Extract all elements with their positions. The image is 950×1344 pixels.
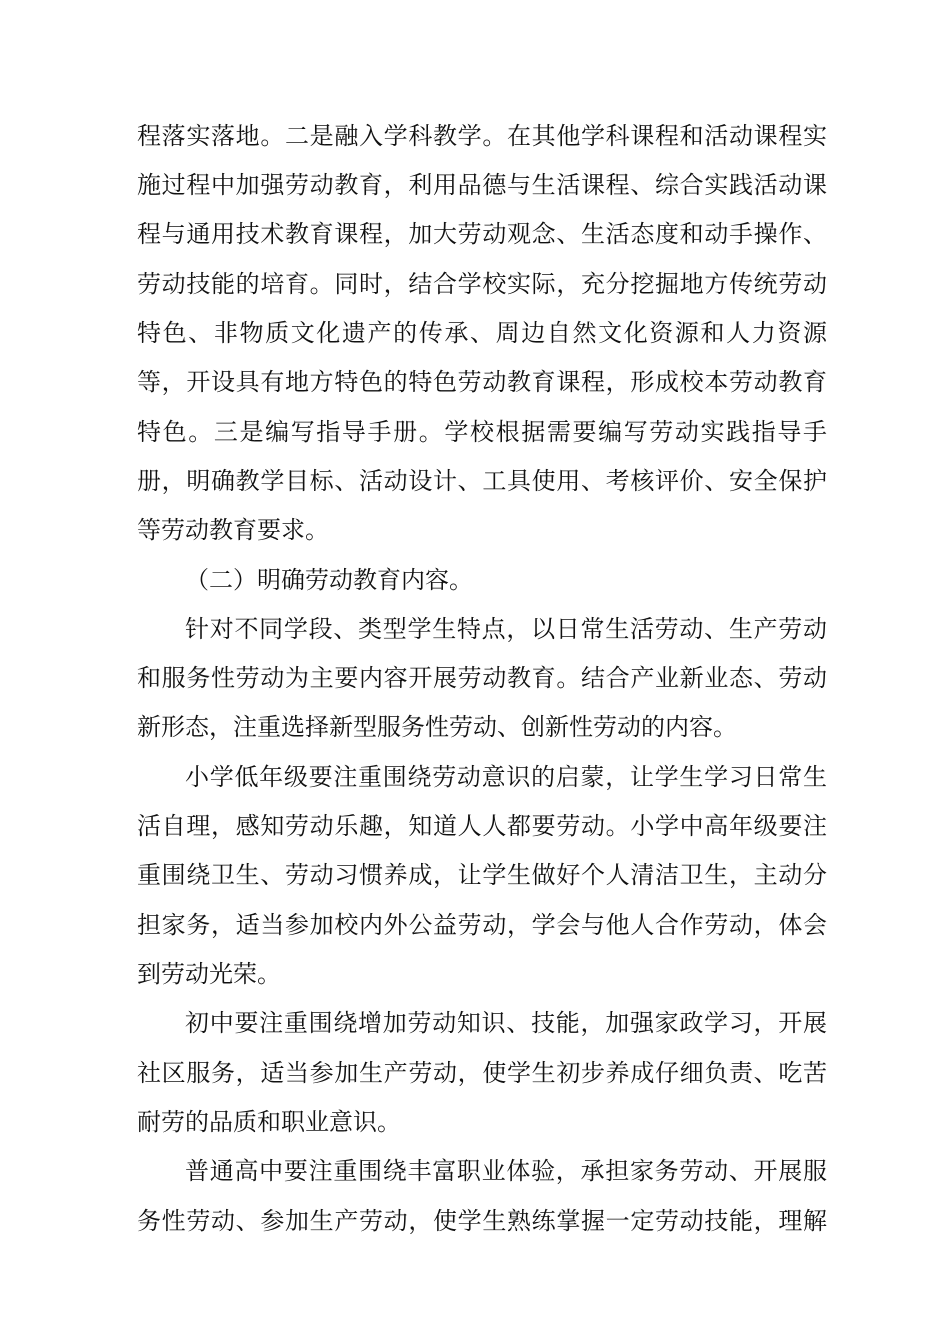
paragraph-5-line-3: 耐劳的品质和职业意识。 bbox=[137, 1108, 401, 1136]
paragraph-1-line-4: 劳动技能的培育。同时，结合学校实际，充分挖掘地方传统劳动 bbox=[137, 270, 827, 298]
paragraph-4-line-5: 到劳动光荣。 bbox=[137, 960, 281, 988]
paragraph-1-line-7: 特色。三是编写指导手册。学校根据需要编写劳动实践指导手 bbox=[137, 418, 827, 446]
paragraph-1-line-8: 册，明确教学目标、活动设计、工具使用、考核评价、安全保护 bbox=[137, 467, 827, 495]
paragraph-6-line-1: 普通高中要注重围绕丰富职业体验，承担家务劳动、开展服 bbox=[185, 1157, 827, 1185]
paragraph-6-line-2: 务性劳动、参加生产劳动，使学生熟练掌握一定劳动技能，理解 bbox=[137, 1207, 827, 1235]
paragraph-1-line-1: 程落实落地。二是融入学科教学。在其他学科课程和活动课程实 bbox=[137, 122, 827, 150]
paragraph-4-line-1: 小学低年级要注重围绕劳动意识的启蒙，让学生学习日常生 bbox=[185, 763, 827, 791]
paragraph-1-line-3: 程与通用技术教育课程，加大劳动观念、生活态度和动手操作、 bbox=[137, 220, 827, 248]
section-heading: （二）明确劳动教育内容。 bbox=[185, 566, 473, 594]
paragraph-5-line-2: 社区服务，适当参加生产劳动，使学生初步养成仔细负责、吃苦 bbox=[137, 1059, 827, 1087]
paragraph-5-line-1: 初中要注重围绕增加劳动知识、技能，加强家政学习，开展 bbox=[185, 1009, 827, 1037]
paragraph-4-line-3: 重围绕卫生、劳动习惯养成，让学生做好个人清洁卫生，主动分 bbox=[137, 861, 827, 889]
paragraph-4-line-2: 活自理，感知劳动乐趣，知道人人都要劳动。小学中高年级要注 bbox=[137, 812, 827, 840]
paragraph-1-line-6: 等，开设具有地方特色的特色劳动教育课程，形成校本劳动教育 bbox=[137, 368, 827, 396]
paragraph-3-line-1: 针对不同学段、类型学生特点，以日常生活劳动、生产劳动 bbox=[185, 615, 827, 643]
paragraph-1-line-9: 等劳动教育要求。 bbox=[137, 516, 329, 544]
paragraph-3-line-3: 新形态，注重选择新型服务性劳动、创新性劳动的内容。 bbox=[137, 713, 737, 741]
paragraph-4-line-4: 担家务，适当参加校内外公益劳动，学会与他人合作劳动，体会 bbox=[137, 911, 827, 939]
paragraph-3-line-2: 和服务性劳动为主要内容开展劳动教育。结合产业新业态、劳动 bbox=[137, 664, 827, 692]
paragraph-1-line-2: 施过程中加强劳动教育，利用品德与生活课程、综合实践活动课 bbox=[137, 171, 827, 199]
paragraph-1-line-5: 特色、非物质文化遗产的传承、周边自然文化资源和人力资源 bbox=[137, 319, 827, 347]
